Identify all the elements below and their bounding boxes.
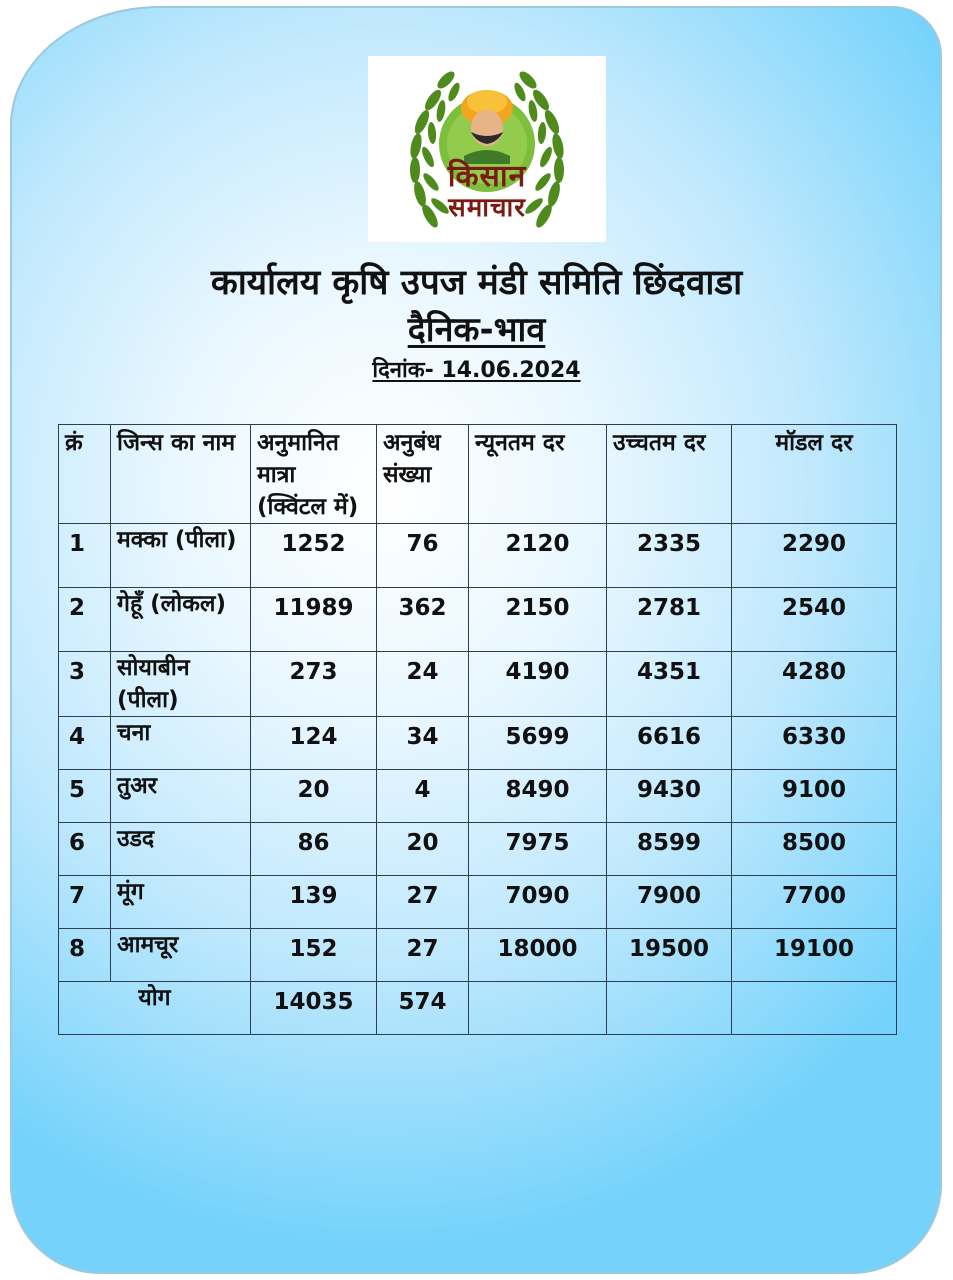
cell-min-rate: 18000 (469, 929, 607, 982)
header-max-rate: उच्चतम दर (607, 425, 732, 524)
cell-serial: 7 (59, 876, 111, 929)
cell-serial: 5 (59, 770, 111, 823)
cell-max-rate: 4351 (607, 652, 732, 717)
cell-quantity: 139 (251, 876, 377, 929)
header-quantity: अनुमानित मात्रा (क्विंटल में) (251, 425, 377, 524)
cell-commodity: चना (111, 717, 251, 770)
cell-max-rate: 2335 (607, 524, 732, 588)
kisan-samachar-logo (368, 56, 606, 242)
rates-table (58, 424, 897, 1035)
date-line (0, 354, 953, 384)
cell-contracts: 76 (377, 524, 469, 588)
header-min-rate: न्यूनतम दर (469, 425, 607, 524)
table-row (59, 652, 897, 717)
cell-modal-rate: 8500 (732, 823, 897, 876)
cell-contracts: 27 (377, 876, 469, 929)
cell-contracts: 24 (377, 652, 469, 717)
cell-quantity: 1252 (251, 524, 377, 588)
cell-modal-rate: 2290 (732, 524, 897, 588)
cell-commodity: मक्का (पीला) (111, 524, 251, 588)
cell-min-rate: 2150 (469, 588, 607, 652)
cell-min-rate: 7090 (469, 876, 607, 929)
cell-commodity: उडद (111, 823, 251, 876)
cell-modal-rate: 6330 (732, 717, 897, 770)
cell-commodity: आमचूर (111, 929, 251, 982)
cell-serial: 8 (59, 929, 111, 982)
cell-modal-rate: 7700 (732, 876, 897, 929)
header-contracts: अनुबंध संख्या (377, 425, 469, 524)
table-row (59, 823, 897, 876)
date-text: दिनांक- 14.06.2024 (372, 358, 581, 383)
total-quantity: 14035 (251, 982, 377, 1035)
table-row (59, 929, 897, 982)
cell-max-rate: 2781 (607, 588, 732, 652)
cell-serial: 1 (59, 524, 111, 588)
cell-contracts: 4 (377, 770, 469, 823)
total-contracts: 574 (377, 982, 469, 1035)
cell-quantity: 86 (251, 823, 377, 876)
cell-max-rate: 19500 (607, 929, 732, 982)
header-serial: क्रं (59, 425, 111, 524)
cell-min-rate: 8490 (469, 770, 607, 823)
office-title: कार्यालय कृषि उपज मंडी समिति छिंदवाडा (210, 263, 743, 303)
cell-min-rate: 2120 (469, 524, 607, 588)
total-empty-max (607, 982, 732, 1035)
cell-quantity: 11989 (251, 588, 377, 652)
cell-modal-rate: 2540 (732, 588, 897, 652)
table-header-row (59, 425, 897, 524)
cell-modal-rate: 4280 (732, 652, 897, 717)
cell-max-rate: 8599 (607, 823, 732, 876)
table-row (59, 717, 897, 770)
cell-contracts: 362 (377, 588, 469, 652)
cell-max-rate: 9430 (607, 770, 732, 823)
cell-contracts: 20 (377, 823, 469, 876)
header-commodity: जिन्स का नाम (111, 425, 251, 524)
table-row (59, 588, 897, 652)
table-total-row (59, 982, 897, 1035)
cell-quantity: 124 (251, 717, 377, 770)
cell-serial: 6 (59, 823, 111, 876)
table-row (59, 524, 897, 588)
table-row (59, 876, 897, 929)
cell-commodity: तुअर (111, 770, 251, 823)
total-empty-min (469, 982, 607, 1035)
cell-serial: 2 (59, 588, 111, 652)
total-label: योग (59, 982, 251, 1035)
cell-quantity: 20 (251, 770, 377, 823)
cell-contracts: 27 (377, 929, 469, 982)
cell-commodity: मूंग (111, 876, 251, 929)
cell-contracts: 34 (377, 717, 469, 770)
cell-quantity: 152 (251, 929, 377, 982)
cell-quantity: 273 (251, 652, 377, 717)
logo-text-kisan: किसान (447, 159, 527, 194)
cell-min-rate: 7975 (469, 823, 607, 876)
cell-commodity: गेहूँ (लोकल) (111, 588, 251, 652)
cell-commodity: सोयाबीन (पीला) (111, 652, 251, 717)
cell-modal-rate: 9100 (732, 770, 897, 823)
logo-text-samachar: समाचार (448, 193, 526, 223)
header-modal-rate: मॉडल दर (732, 425, 897, 524)
cell-serial: 3 (59, 652, 111, 717)
cell-max-rate: 6616 (607, 717, 732, 770)
cell-min-rate: 4190 (469, 652, 607, 717)
cell-min-rate: 5699 (469, 717, 607, 770)
total-empty-modal (732, 982, 897, 1035)
cell-max-rate: 7900 (607, 876, 732, 929)
daily-rate-heading-text: दैनिक-भाव (407, 310, 546, 350)
cell-modal-rate: 19100 (732, 929, 897, 982)
table-row (59, 770, 897, 823)
cell-serial: 4 (59, 717, 111, 770)
daily-rate-heading (0, 305, 953, 351)
